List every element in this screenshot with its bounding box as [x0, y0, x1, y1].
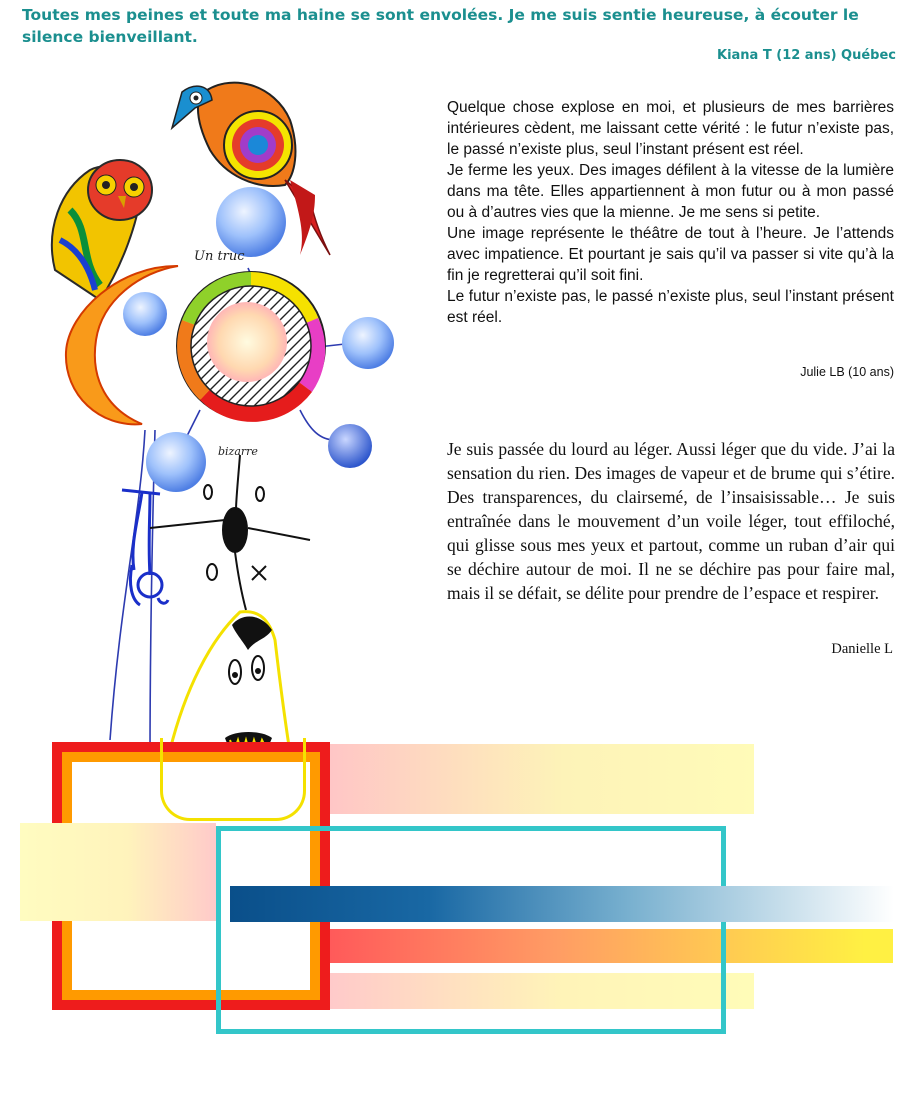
- author-julie: Julie LB (10 ans): [800, 365, 894, 379]
- orb-top: [216, 187, 286, 257]
- band-top-yellow: [330, 744, 754, 814]
- orb-right: [342, 317, 394, 369]
- header-quote: Toutes mes peines et toute ma haine se sont envolées. Je me suis sentie heureuse, à écouter le silence bienveillant.: [22, 6, 859, 46]
- author-danielle: Danielle L: [831, 641, 893, 657]
- hanging-figure-drawing: [122, 490, 168, 605]
- cyan-frame: [216, 826, 726, 1034]
- band-blue: [230, 886, 894, 922]
- central-wheel-drawing: [177, 272, 325, 422]
- paragraph: Une image représente le théâtre de tout à l’heure. Je l’attends avec impatience. Et pourtant je sais qu’il va passer si vite qu’à la fin je regretterai qu’il soit fini.: [447, 225, 894, 284]
- band-left-yellow: [20, 823, 216, 921]
- text-block-julie: [447, 97, 894, 328]
- paragraph: Je ferme les yeux. Des images défilent à la vitesse de la lumière dans ma tête. Elles appartiennent à mon futur ou à mon passé ou à d’autres vies que la mienne. Je me sens si petite.: [447, 162, 894, 221]
- orb-left: [123, 292, 167, 336]
- header-quote-author: Kiana T (12 ans) Québec: [717, 48, 896, 63]
- ghost-base-outline: [160, 738, 306, 821]
- drawing-label-bottom: bizarre: [218, 445, 258, 458]
- orb-lower-left: [146, 432, 206, 492]
- paragraph: Le futur n’existe pas, le passé n’existe plus, seul l’instant présent est réel.: [447, 288, 894, 326]
- text-block-danielle: Je suis passée du lourd au léger. Aussi léger que du vide. J’ai la sensation du rien. Des images de vapeur et de brume qui s’étire. Des transparences, du clairsemé, de l’insaisissable… Je suis entraînée dans le mouvement d’un voile léger, tout effiloché, qui glisse sous mes yeux et partout, comme un ruban d’air qui se déchire autour de moi. Il ne se déchire pas pour faire mal, mais il se défait, se délite pour prendre de l’espace et respirer.: [447, 439, 895, 603]
- paragraph: Quelque chose explose en moi, et plusieurs de mes barrières intérieures cèdent, me laissant cette vérité : le futur n’existe pas, le passé n’existe plus, seul l’instant présent est réel.: [447, 99, 894, 158]
- drawing-label-top: Un truc: [194, 249, 245, 264]
- crescent-moon-drawing: [66, 266, 178, 424]
- orb-lower-right: [328, 424, 372, 468]
- children-drawing: [20, 78, 440, 818]
